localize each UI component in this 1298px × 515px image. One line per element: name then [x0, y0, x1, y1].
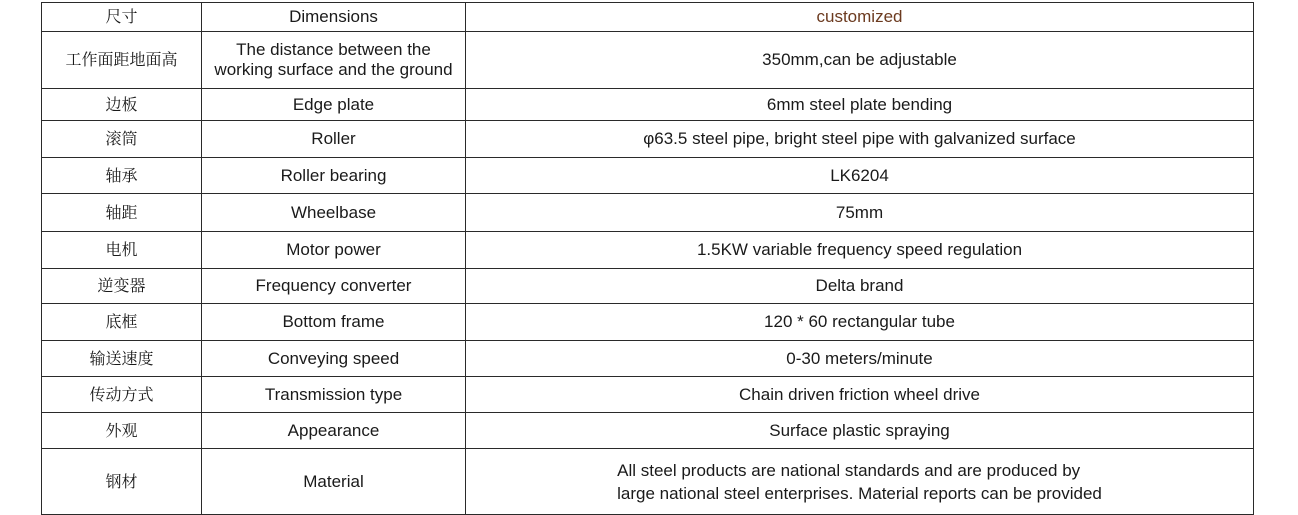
row-value: 6mm steel plate bending — [466, 89, 1254, 121]
table-row — [42, 269, 1254, 304]
row-cn: 输送速度 — [42, 341, 202, 377]
row-en: Roller — [202, 121, 466, 158]
row-value: φ63.5 steel pipe, bright steel pipe with galvanized surface — [466, 121, 1254, 158]
row-cn: 底框 — [42, 304, 202, 341]
row-cn: 逆变器 — [42, 269, 202, 304]
table-row — [42, 413, 1254, 449]
row-cn: 工作面距地面高 — [42, 32, 202, 89]
table-row — [42, 341, 1254, 377]
row-en: Wheelbase — [202, 194, 466, 232]
header-value: customized — [466, 3, 1254, 32]
spec-table — [41, 2, 1254, 515]
table-row — [42, 89, 1254, 121]
row-value-line: large national steel enterprises. Material reports can be provided — [617, 483, 1102, 503]
table-row — [42, 377, 1254, 413]
row-cn: 钢材 — [42, 449, 202, 515]
row-value: 75mm — [466, 194, 1254, 232]
row-cn: 外观 — [42, 413, 202, 449]
row-value — [466, 449, 1254, 515]
row-cn: 轴承 — [42, 158, 202, 194]
header-cn: 尺寸 — [42, 3, 202, 32]
row-en: Frequency converter — [202, 269, 466, 304]
row-value: Chain driven friction wheel drive — [466, 377, 1254, 413]
table-row — [42, 304, 1254, 341]
table-row — [42, 158, 1254, 194]
row-value: LK6204 — [466, 158, 1254, 194]
row-cn: 电机 — [42, 232, 202, 269]
row-value: 0-30 meters/minute — [466, 341, 1254, 377]
table-row-header — [42, 3, 1254, 32]
table-row — [42, 449, 1254, 515]
row-en: Conveying speed — [202, 341, 466, 377]
row-en: Edge plate — [202, 89, 466, 121]
row-cn: 边板 — [42, 89, 202, 121]
row-cn: 传动方式 — [42, 377, 202, 413]
row-value: 350mm,can be adjustable — [466, 32, 1254, 89]
row-en: Appearance — [202, 413, 466, 449]
row-cn: 滚筒 — [42, 121, 202, 158]
row-en-line: The distance between the — [236, 40, 431, 59]
row-value-line: All steel products are national standards and are produced by — [617, 460, 1081, 480]
row-en: Material — [202, 449, 466, 515]
table-row — [42, 121, 1254, 158]
row-en: Motor power — [202, 232, 466, 269]
row-en: Transmission type — [202, 377, 466, 413]
row-value-multiline — [617, 459, 1102, 505]
row-value: Surface plastic spraying — [466, 413, 1254, 449]
table-row — [42, 194, 1254, 232]
row-en: Bottom frame — [202, 304, 466, 341]
row-cn: 轴距 — [42, 194, 202, 232]
row-en-line: working surface and the ground — [214, 60, 453, 79]
row-en: Roller bearing — [202, 158, 466, 194]
row-value: Delta brand — [466, 269, 1254, 304]
row-en — [202, 32, 466, 89]
table-row — [42, 232, 1254, 269]
row-value: 1.5KW variable frequency speed regulation — [466, 232, 1254, 269]
table-row — [42, 32, 1254, 89]
header-en: Dimensions — [202, 3, 466, 32]
row-value: 120 * 60 rectangular tube — [466, 304, 1254, 341]
